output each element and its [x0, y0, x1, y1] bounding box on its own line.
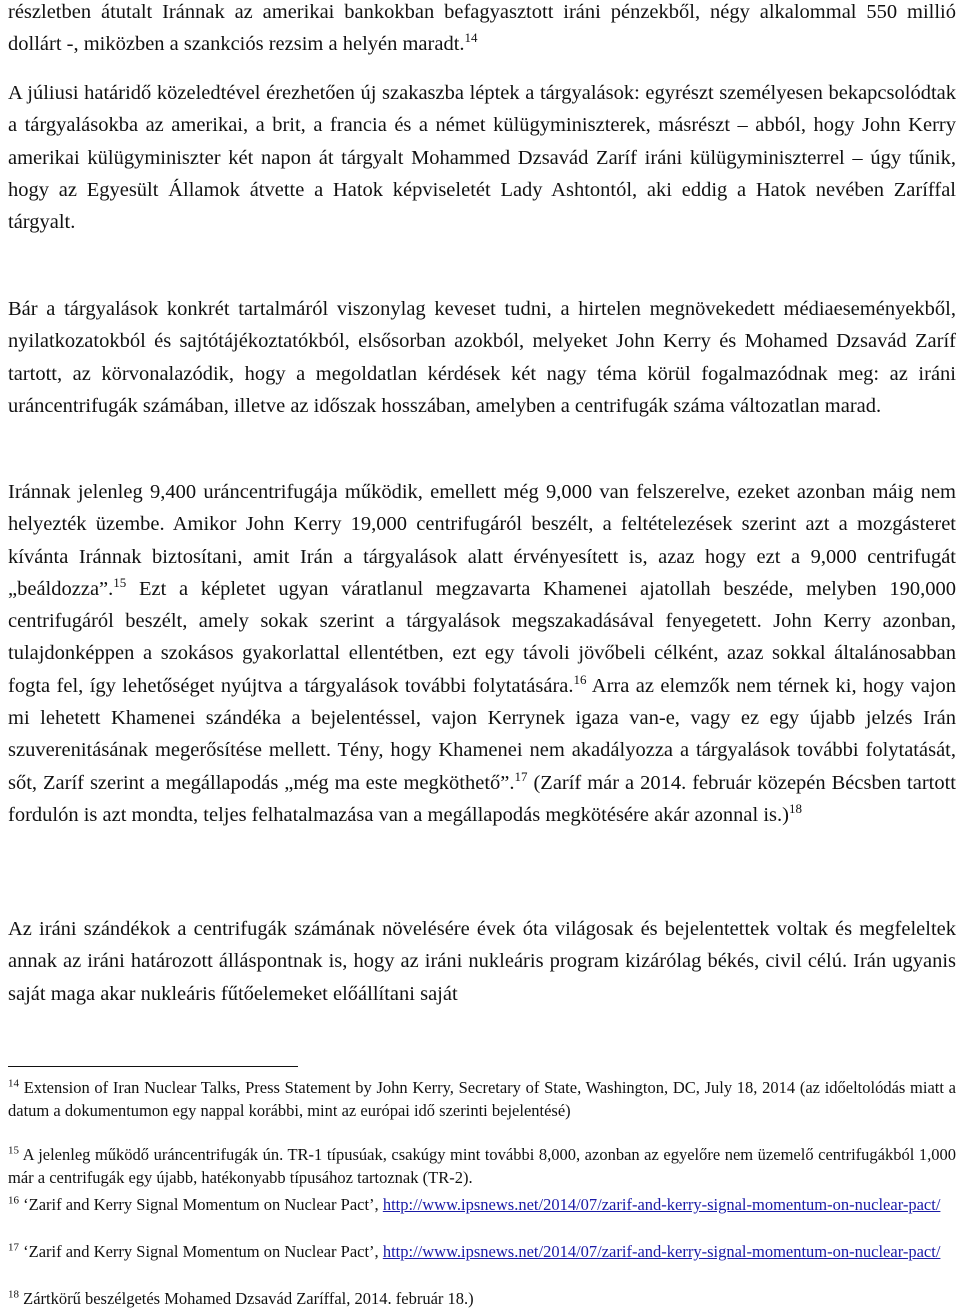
footnote-15	[8, 1144, 956, 1189]
paragraph-2-text: Bár a tárgyalások konkrét tartalmáról viszonylag keveset tudni, a hirtelen megnövekedett médiaeseményekből, nyilatkozatokból és sajtótájékoztatókból, elsősorban azokból, melyeket John Kerry és Mohamed Dzsavád Zaríf tartott, az körvonalazódik, hogy a megoldatlan kérdések két nagy téma körül fogalmazódnak meg: az iráni uráncentrifugák számában, illetve az időszak hosszában, amelyben a centrifugák száma változatlan marad.	[8, 298, 956, 417]
footnote-14-number: 14	[8, 1077, 19, 1090]
body-paragraph-4	[8, 913, 956, 1010]
footnote-14-text: Extension of Iran Nuclear Talks, Press Statement by John Kerry, Secretary of State, Washington, DC, July 18, 2014 (az időeltolódás miatt a datum a dokumentumon egy nappal korábbi, mint az európai idő szerinti bejelentésé)	[8, 1078, 956, 1120]
footnote-ref-18[interactable]: 18	[788, 801, 802, 817]
footnote-16-text: ‘Zarif and Kerry Signal Momentum on Nuclear Pact’,	[19, 1195, 383, 1214]
paragraph-3-segment-1: Iránnak jelenleg 9,400 uráncentrifugája működik, emellett még 9,000 van felszerelve, ezeket azonban máig nem helyezték üzembe. Amikor John Kerry 19,000 centrifugáról beszélt, a feltételezések szerint azt a mozgásteret kívánta Iránnak biztosítani, amit Irán a tárgyalások alatt érvényesített is, azaz hogy ezt a 9,000 centrifugát „beáldozza”.	[8, 481, 956, 600]
body-paragraph-2	[8, 293, 956, 422]
intro-paragraph	[8, 0, 956, 61]
footnote-16	[8, 1194, 956, 1217]
footnote-18	[8, 1288, 956, 1311]
body-paragraph-3	[8, 476, 956, 831]
footnote-17	[8, 1241, 956, 1264]
footnote-17-number: 17	[8, 1241, 19, 1254]
footnote-ref-14[interactable]: 14	[464, 30, 478, 46]
footnote-18-text: Zártkörű beszélgetés Mohamed Dzsavád Zaríffal, 2014. február 18.)	[19, 1289, 474, 1308]
footnote-16-link[interactable]: http://www.ipsnews.net/2014/07/zarif-and-kerry-signal-momentum-on-nuclear-pact/	[382, 1195, 941, 1214]
paragraph-3-segment-4: (Zaríf már a 2014. február közepén Bécsben tartott fordulón is azt mondta, teljes felhatalmazása van a megállapodás megkötésére akár azonnal is.)	[8, 771, 956, 826]
paragraph-4-text: Az iráni szándékok a centrifugák számának növelésére évek óta világosak és bejelentettek voltak és megfeleltek annak az iráni határozott álláspontnak is, hogy az iráni nukleáris program kizárólag békés, civil célú. Irán ugyanis saját maga akar nukleáris fűtőelemeket előállítani saját	[8, 918, 956, 1005]
footnote-ref-16[interactable]: 16	[573, 671, 587, 687]
footnote-separator	[8, 1066, 298, 1067]
paragraph-1-text: A júliusi határidő közeledtével érezhetően új szakaszba léptek a tárgyalások: egyrészt személyesen bekapcsolódtak a tárgyalásokba az amerikai, a brit, a francia és a német külügyminiszterek, másrészt – abból, hogy John Kerry amerikai külügyminiszter két napon át tárgyalt Mohammed Dzsavád Zaríf iráni külügyminiszterrel – úgy tűnik, hogy az Egyesült Államok átvette a Hatok képviseletét Lady Ashtontól, aki eddig a Hatok nevében Zaríffal tárgyalt.	[8, 82, 956, 234]
intro-text: részletben átutalt Iránnak az amerikai bankokban befagyasztott iráni pénzekből, négy alkalommal 550 millió dollárt -, miközben a szankciós rezsim a helyén maradt.	[8, 1, 956, 56]
footnote-18-number: 18	[8, 1288, 19, 1301]
paragraph-3-segment-2: Ezt a képletet ugyan váratlanul megzavarta Khamenei ajatollah beszéde, melyben 190,000 centrifugáról beszélt, amely sokak szerint a tárgyalások megszakadásával fenyegetett. John Kerry azonban, tulajdonképpen a szokásos gyakorlattal ellentétben, ezt egy távoli jövőbeli célként, azaz sokkal általánosabban fogta fel, így lehetőséget nyújtva a tárgyalások további folytatására.	[8, 577, 956, 697]
paragraph-3-segment-3: Arra az elemzők nem térnek ki, hogy vajon mi lehetett Khamenei szándéka a bejelentéssel, vajon Kerrynek igaza van-e, vagy ez egy újabb jelzés Irán szuverenitásának megerősítése mellett. Tény, hogy Khamenei nem akadályozza a tárgyalások további folytatását, sőt, Zaríf szerint a megállapodás „még ma este megköthető”.	[8, 674, 956, 794]
footnote-ref-15[interactable]: 15	[113, 575, 127, 591]
footnote-ref-17[interactable]: 17	[514, 768, 528, 784]
footnote-17-link[interactable]: http://www.ipsnews.net/2014/07/zarif-and-kerry-signal-momentum-on-nuclear-pact/	[382, 1242, 941, 1261]
body-paragraph-1	[8, 77, 956, 238]
footnote-15-text: A jelenleg működő uráncentrifugák ún. TR-1 típusúak, csakúgy mint további 8,000, azonban az egyelőre nem üzemelő centrifugákból 1,000 már a centrifugák egy újabb, hatékonyabb típusához tartoznak (TR-2).	[8, 1145, 956, 1187]
footnote-16-number: 16	[8, 1194, 19, 1207]
footnote-15-number: 15	[8, 1144, 19, 1157]
footnote-17-text: ‘Zarif and Kerry Signal Momentum on Nuclear Pact’,	[19, 1242, 383, 1261]
footnote-14	[8, 1077, 956, 1122]
